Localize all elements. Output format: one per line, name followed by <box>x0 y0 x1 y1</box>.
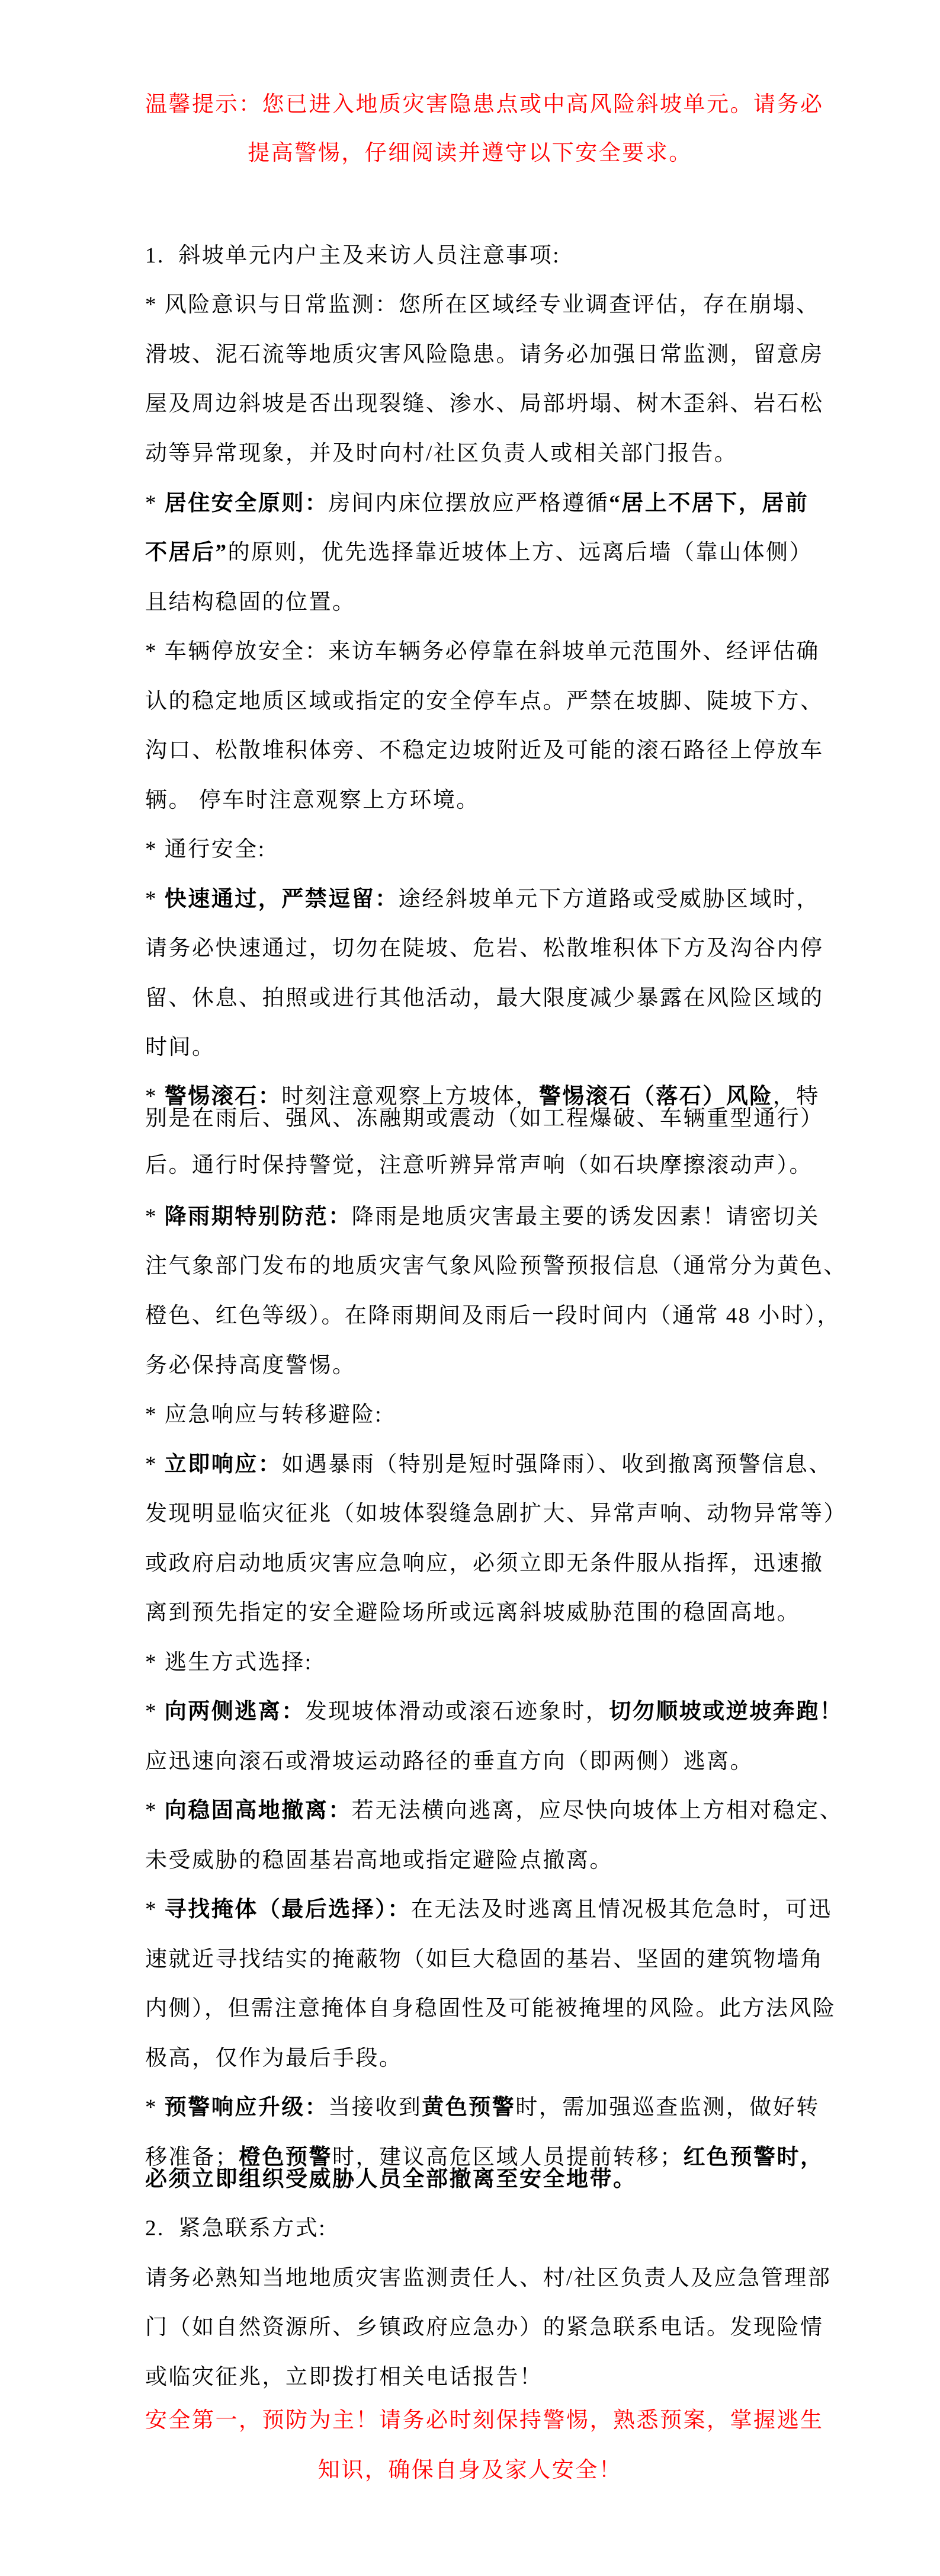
text-segment: 应迅速向滚石或滑坡运动路径的垂直方向（即两侧）逃离。 <box>145 1749 753 1774</box>
text-segment: 请务必快速通过，切勿在陡坡、危岩、松散堆积体下方及沟谷内停 <box>145 936 824 961</box>
text-line-body <box>145 1599 850 1627</box>
bold-text-segment: “居上不居下，居前 <box>609 491 809 516</box>
text-line-body <box>145 1698 850 1726</box>
text-line-body <box>145 737 850 764</box>
text-line-body <box>145 1946 850 1973</box>
text-line-body <box>145 787 850 814</box>
text-line-body <box>145 638 850 665</box>
text-segment: 未受威胁的稳固基岩高地或指定避险点撤离。 <box>145 1848 613 1873</box>
text-line-body <box>145 1034 850 1061</box>
bold-text-segment: 立即响应： <box>164 1452 282 1477</box>
bold-text-segment: 居住安全原则： <box>164 491 329 516</box>
text-segment: 认的稳定地质区域或指定的安全停车点。严禁在坡脚、陡坡下方、 <box>145 689 824 713</box>
bold-text-segment: 必须立即组织受威胁人员全部撤离至安全地带。 <box>145 2167 637 2191</box>
text-segment: * <box>145 1205 165 1229</box>
text-line-body <box>145 2094 850 2121</box>
text-segment: 离到预先指定的安全避险场所或远离斜坡威胁范围的稳固高地。 <box>145 1601 800 1625</box>
text-line-body <box>145 688 850 715</box>
text-line-warning-title <box>145 91 850 119</box>
text-segment: 知识，确保自身及家人安全！ <box>317 2458 623 2482</box>
text-segment: 橙色、红色等级）。在降雨期间及雨后一段时间内（通常 48 小时）， <box>145 1304 840 1328</box>
text-line-body <box>145 1451 850 1479</box>
text-segment: 极高，仅作为最后手段。 <box>145 2046 403 2071</box>
text-line-body <box>145 1352 850 1380</box>
text-segment: * 逃生方式选择: <box>145 1650 313 1675</box>
bold-text-segment: 寻找掩体（最后选择）： <box>164 1897 411 1922</box>
bold-text-segment: 向稳固高地撤离： <box>164 1799 352 1823</box>
text-line-body <box>145 1105 850 1132</box>
text-line-body <box>145 1847 850 1874</box>
text-segment: * <box>145 1084 165 1109</box>
text-line-body <box>145 985 850 1012</box>
text-segment: * <box>145 1452 165 1477</box>
text-line-section-heading <box>145 2215 850 2242</box>
bold-text-segment: 不居后” <box>145 540 228 565</box>
bold-text-segment: 降雨期特别防范： <box>164 1205 352 1229</box>
text-segment: * <box>145 2095 165 2120</box>
text-line-body <box>145 391 850 418</box>
text-segment: 提高警惕，仔细阅读并遵守以下安全要求。 <box>248 141 692 165</box>
text-segment: 如遇暴雨（特别是短时强降雨）、收到撤离预警信息、 <box>281 1452 832 1477</box>
text-line-body <box>145 1401 850 1429</box>
text-line-body <box>145 1303 850 1330</box>
text-segment: * <box>145 1799 165 1823</box>
text-segment: * <box>145 887 165 911</box>
bold-text-segment: 警惕滚石（落石）风险 <box>538 1084 773 1109</box>
text-segment: 请务必熟知当地地质灾害监测责任人、村/社区负责人及应急管理部 <box>145 2266 832 2290</box>
text-segment: 注气象部门发布的地质灾害气象风险预警预报信息（通常分为黄色、 <box>145 1254 847 1278</box>
text-line-body <box>145 2265 850 2292</box>
text-line-body <box>145 1797 850 1825</box>
text-line-warning-title <box>0 140 940 167</box>
text-segment: 安全第一，预防为主！请务必时刻保持警惕，熟悉预案，掌握逃生 <box>145 2408 824 2433</box>
text-segment: * <box>145 1897 165 1922</box>
text-line-body <box>145 1204 850 1231</box>
text-line-body <box>145 2364 850 2391</box>
bold-text-segment: 切勿顺坡或逆坡奔跑！ <box>609 1700 843 1724</box>
text-segment: 屋及周边斜坡是否出现裂缝、渗水、局部坍塌、树木歪斜、岩石松 <box>145 392 824 416</box>
text-line-body <box>145 1550 850 1577</box>
text-segment: ，特 <box>772 1084 820 1109</box>
text-segment: 移准备； <box>145 2145 239 2169</box>
text-segment: 1. 斜坡单元内户主及来访人员注意事项: <box>145 244 561 268</box>
text-segment: * 风险意识与日常监测：您所在区域经专业调查评估，存在崩塌、 <box>145 293 820 317</box>
bold-text-segment: 橙色预警 <box>239 2145 332 2169</box>
text-segment: 降雨是地质灾害最主要的诱发因素！请密切关 <box>351 1205 820 1229</box>
text-line-body <box>145 2045 850 2072</box>
text-segment: 且结构稳固的位置。 <box>145 590 356 615</box>
bold-text-segment: 预警响应升级： <box>164 2095 329 2120</box>
text-line-body <box>145 886 850 913</box>
text-line-body <box>145 935 850 962</box>
text-segment: * 应急响应与转移避险: <box>145 1403 383 1427</box>
text-segment: 留、休息、拍照或进行其他活动，最大限度减少暴露在风险区域的 <box>145 986 824 1010</box>
text-segment: 或政府启动地质灾害应急响应，必须立即无条件服从指挥，迅速撤 <box>145 1551 824 1576</box>
text-line-body <box>145 2314 850 2341</box>
text-line-body <box>145 440 850 468</box>
text-segment: 发现坡体滑动或滚石迹象时， <box>304 1700 609 1724</box>
text-line-body <box>145 1649 850 1676</box>
text-line-body <box>145 539 850 567</box>
text-segment: 途经斜坡单元下方道路或受威胁区域时， <box>398 887 820 911</box>
text-segment: 沟口、松散堆积体旁、不稳定边坡附近及可能的滚石路径上停放车 <box>145 738 824 763</box>
text-segment: 房间内床位摆放应严格遵循 <box>328 491 609 516</box>
text-line-body <box>145 836 850 863</box>
text-line-body <box>145 341 850 369</box>
text-segment: 时，建议高危区域人员提前转移； <box>332 2145 684 2169</box>
bold-text-segment: 红色预警时， <box>683 2145 824 2169</box>
text-line-body <box>145 589 850 616</box>
text-segment: * 车辆停放安全：来访车辆务必停靠在斜坡单元范围外、经评估确 <box>145 639 820 664</box>
text-segment: 务必保持高度警惕。 <box>145 1353 356 1378</box>
text-segment: 门（如自然资源所、乡镇政府应急办）的紧急联系电话。发现险情 <box>145 2315 824 2340</box>
text-line-body <box>145 1748 850 1775</box>
text-segment: 滑坡、泥石流等地质灾害风险隐患。请务必加强日常监测，留意房 <box>145 343 824 367</box>
text-segment: 发现明显临灾征兆（如坡体裂缝急剧扩大、异常声响、动物异常等） <box>145 1502 847 1526</box>
text-line-section-heading <box>145 242 850 270</box>
text-segment: 时，需加强巡查监测，做好转 <box>515 2095 820 2120</box>
text-segment: 内侧），但需注意掩体自身稳固性及可能被掩埋的风险。此方法风险 <box>145 1996 836 2021</box>
text-line-body <box>145 1253 850 1280</box>
text-segment: 当接收到 <box>328 2095 422 2120</box>
text-segment: 在无法及时逃离且情况极其危急时，可迅 <box>410 1897 832 1922</box>
bold-text-segment: 向两侧逃离： <box>164 1700 305 1724</box>
text-line-body <box>145 2166 850 2193</box>
text-segment: 或临灾征兆，立即拨打相关电话报告！ <box>145 2365 543 2389</box>
text-segment: 辆。 停车时注意观察上方环境。 <box>145 788 480 812</box>
text-line-body <box>145 1152 850 1179</box>
text-segment: 时间。 <box>145 1035 216 1060</box>
text-segment: 速就近寻找结实的掩蔽物（如巨大稳固的基岩、坚固的建筑物墙角 <box>145 1947 824 1972</box>
text-line-warning-footer <box>0 2457 940 2484</box>
text-line-body <box>145 292 850 319</box>
text-segment: 2. 紧急联系方式: <box>145 2216 327 2241</box>
text-segment: 的原则，优先选择靠近坡体上方、远离后墙（靠山体侧） <box>227 540 813 565</box>
bold-text-segment: 警惕滚石： <box>164 1084 282 1109</box>
bold-text-segment: 黄色预警 <box>422 2095 516 2120</box>
text-segment: 若无法横向逃离，应尽快向坡体上方相对稳定、 <box>351 1799 843 1823</box>
text-segment: 温馨提示：您已进入地质灾害隐患点或中高风险斜坡单元。请务必 <box>145 92 824 117</box>
text-segment: 动等异常现象，并及时向村/社区负责人或相关部门报告。 <box>145 441 738 466</box>
text-segment: 别是在雨后、强风、冻融期或震动（如工程爆破、车辆重型通行） <box>145 1106 824 1131</box>
text-line-body <box>145 1896 850 1924</box>
text-line-body <box>145 490 850 517</box>
text-segment: * <box>145 1700 165 1724</box>
text-segment: 后。通行时保持警觉，注意听辨异常声响（如石块摩擦滚动声）。 <box>145 1153 813 1177</box>
text-line-body <box>145 1500 850 1528</box>
bold-text-segment: 快速通过，严禁逗留： <box>164 887 399 911</box>
text-segment: * <box>145 491 165 516</box>
text-line-warning-footer <box>145 2407 850 2434</box>
text-segment: * 通行安全: <box>145 837 266 862</box>
text-line-body <box>145 1995 850 2023</box>
text-segment: 时刻注意观察上方坡体， <box>281 1084 539 1109</box>
